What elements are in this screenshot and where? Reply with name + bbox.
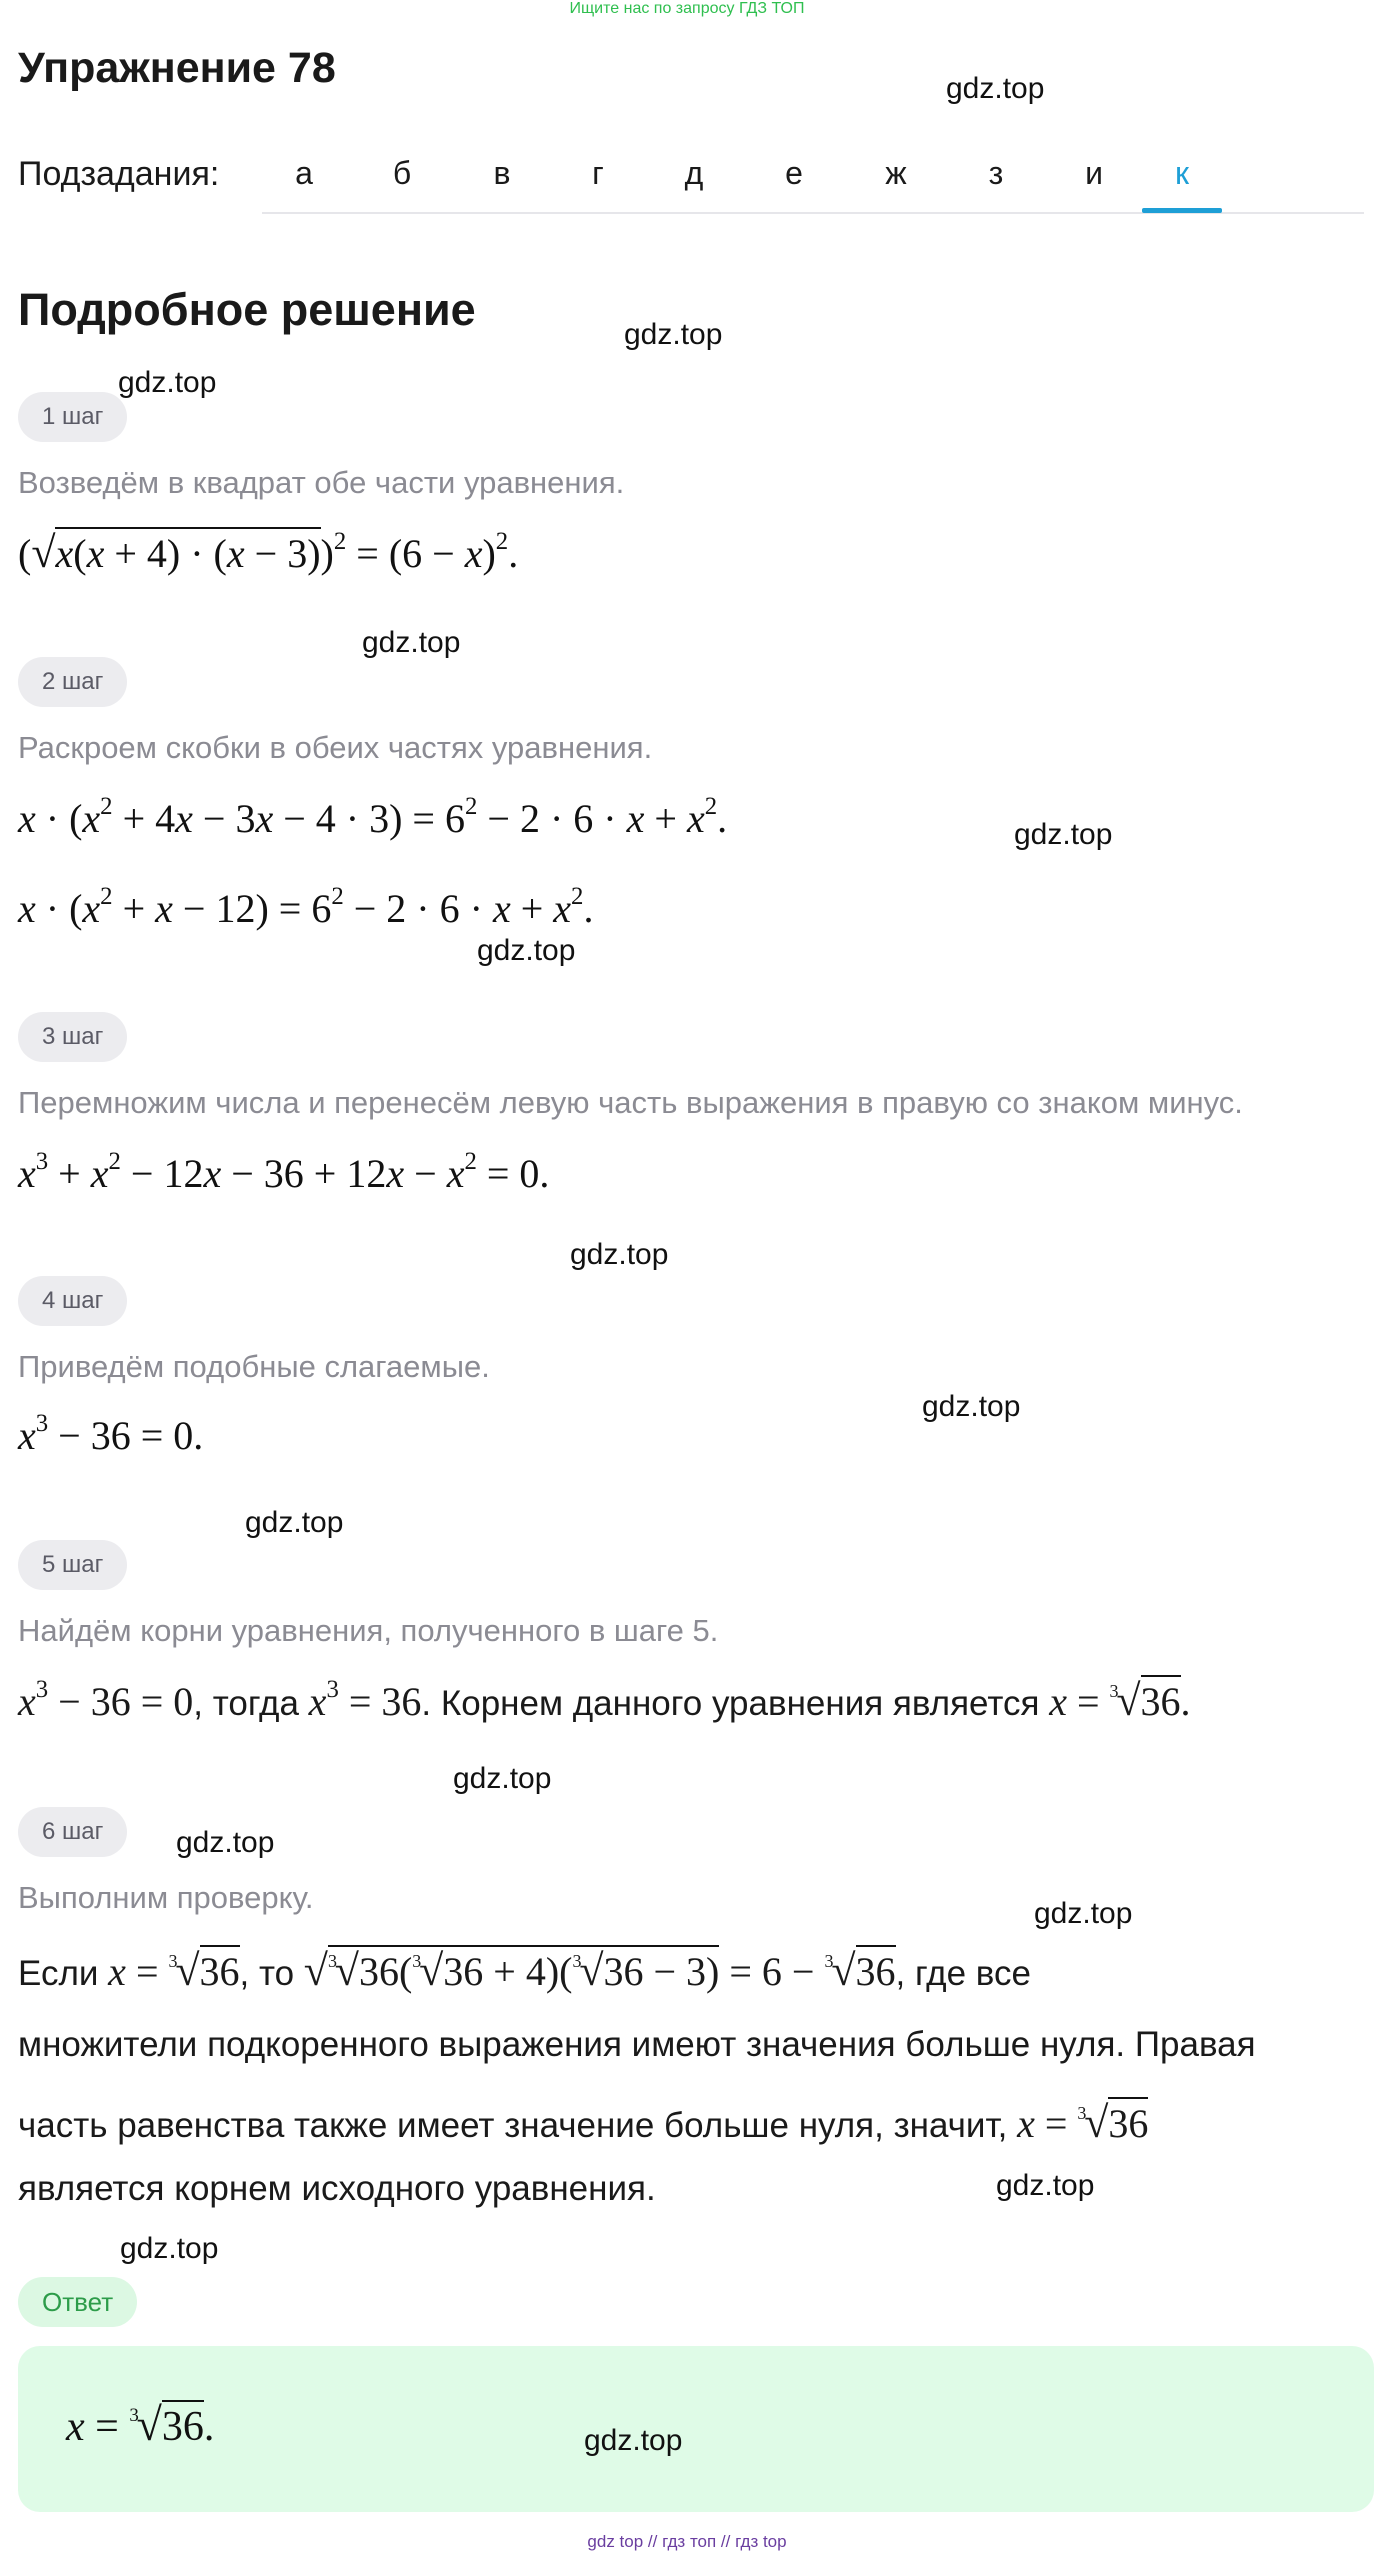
step-5-badge: 5 шаг xyxy=(18,1540,127,1590)
subtasks-label: Подзадания: xyxy=(18,155,220,193)
watermark: gdz.top xyxy=(1014,818,1113,851)
active-tab-indicator xyxy=(1142,208,1222,213)
step-4-description: Приведём подобные слагаемые. xyxy=(18,1349,490,1384)
step-3-formula: $x^3 + x^2 - 12x - 36 + 12x - x^2 = 0$. xyxy=(18,1148,550,1196)
step-6-description: Выполним проверку. xyxy=(18,1880,314,1915)
step-6-line-2: множители подкоренного выражения имеют значения больше нуля. Правая xyxy=(18,2025,1256,2064)
watermark: gdz.top xyxy=(996,2169,1095,2202)
tab-zh[interactable]: ж xyxy=(885,155,907,191)
answer-formula: x = $^3$√36. xyxy=(66,2399,215,2450)
step-1-formula: $(√x(x + 4) \cdot (x - 3))^2 = (6 - x)^2$. xyxy=(18,528,519,577)
step-2-formula-1: $x \cdot (x^2 + 4x - 3x - 4 \cdot 3) = 6^2 - 2 \cdot 6 \cdot x + x^2$. xyxy=(18,793,728,841)
step-1-description: Возведём в квадрат обе части уравнения. xyxy=(18,465,625,500)
watermark: gdz.top xyxy=(120,2232,219,2265)
step-2-badge: 2 шаг xyxy=(18,657,127,707)
step-1-badge: 1 шаг xyxy=(18,392,127,442)
watermark: gdz.top xyxy=(118,366,217,399)
step-2-formula-2: $x \cdot (x^2 + x - 12) = 6^2 - 2 \cdot 6 \cdot x + x^2$. xyxy=(18,883,594,931)
watermark: gdz.top xyxy=(584,2424,683,2457)
watermark: gdz.top xyxy=(624,318,723,351)
answer-badge: Ответ xyxy=(18,2277,137,2327)
answer-box xyxy=(18,2346,1374,2512)
step-3-badge: 3 шаг xyxy=(18,1012,127,1062)
watermark: gdz.top xyxy=(453,1762,552,1795)
solution-heading: Подробное решение xyxy=(18,284,476,335)
watermark: gdz.top xyxy=(176,1826,275,1859)
step-6-badge: 6 шаг xyxy=(18,1807,127,1857)
step-6-line-4: является корнем исходного уравнения. xyxy=(18,2169,656,2208)
watermark: gdz.top xyxy=(922,1390,1021,1423)
tab-v[interactable]: в xyxy=(493,155,511,191)
tab-e[interactable]: е xyxy=(785,155,803,191)
tab-a[interactable]: а xyxy=(295,155,313,191)
tab-k[interactable]: к xyxy=(1175,155,1189,191)
watermark: gdz.top xyxy=(570,1238,669,1271)
watermark: gdz.top xyxy=(362,626,461,659)
watermark: gdz.top xyxy=(245,1506,344,1539)
watermark: gdz.top xyxy=(477,934,576,967)
step-4-formula: $x^3 - 36 = 0$. xyxy=(18,1410,204,1458)
step-5-description: Найдём корни уравнения, полученного в шаге 5. xyxy=(18,1613,719,1648)
tab-b[interactable]: б xyxy=(392,155,412,191)
top-banner: Ищите нас по запросу ГДЗ ТОП xyxy=(569,0,805,17)
footer-links[interactable]: gdz top // гдз топ // гдз top xyxy=(587,2532,787,2551)
tab-i[interactable]: и xyxy=(1085,155,1103,191)
step-6-line-1: Если x = $^3$√36, то √$^3$√36($^3$√36 + 4)($^3$√36 − 3) = 6 − $^3$√36, где все xyxy=(18,1946,1031,1995)
step-5-text: $x^3 - 36 = 0$, тогда $x^3 = 36$. Корнем данного уравнения является x = $^3$√36. xyxy=(18,1676,1191,1725)
step-2-description: Раскроем скобки в обеих частях уравнения. xyxy=(18,730,653,765)
watermark: gdz.top xyxy=(946,72,1045,105)
tab-z[interactable]: з xyxy=(988,155,1004,191)
step-3-description: Перемножим числа и перенесём левую часть выражения в правую со знаком минус. xyxy=(18,1085,1243,1120)
page-title: Упражнение 78 xyxy=(18,44,336,92)
watermark: gdz.top xyxy=(1034,1897,1133,1930)
step-4-badge: 4 шаг xyxy=(18,1276,127,1326)
step-6-line-3: часть равенства также имеет значение больше нуля, значит, x = $^3$√36 xyxy=(18,2098,1149,2147)
tab-g[interactable]: г xyxy=(592,155,604,191)
tab-d[interactable]: д xyxy=(684,155,704,191)
